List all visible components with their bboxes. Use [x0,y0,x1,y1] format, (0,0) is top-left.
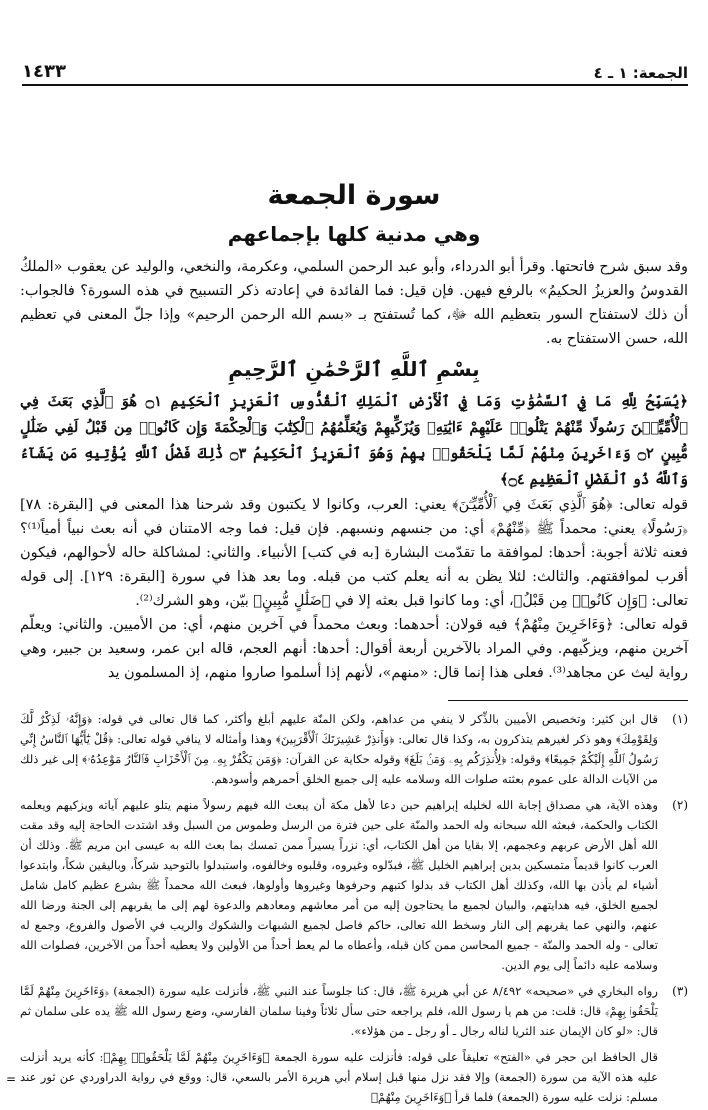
margin-mark: = [6,1072,17,1086]
surah-title: سورة الجمعة [267,180,441,211]
footnote-number: (١) [672,712,688,726]
basmala: بِسْمِ ٱللَّهِ ٱلرَّحْمَٰنِ ٱلرَّحِيمِ [228,357,480,381]
footnote-number: (٢) [672,798,688,812]
commentary-paragraph: قوله تعالى: ﴿وَءَاخَرِينَ مِنْهُمْ﴾ فيه قولان: أحدهما: وبعث محمداً في آخرين منهم، أي: من الأميين. والثاني: ويعلّم آخرين منهم، ويزكّيهم. وفي المراد بالآخرين أربعة أقوال: أحدها: أنهم العجم، قاله ابن عمر، وسعيد بن جبير، وهي رواية ليث عن مجاهد⁽³⁾. فعلى هذا إنما قال: «منهم»، لأنهم إذا أسلموا صاروا منهم، إذ المسلمون يد [20,617,688,681]
footnote-text: قال ابن كثير: وتخصيص الأميين بالذِّكر لا ينفي من عداهم، ولكن المنّة عليهم أبلغ وأكثر، كما قال تعالى في قوله: ﴿وَإِنَّهُۥ لَذِكْرٌ لَّكَ وَلِقَوْمِكَ﴾ وهو ذكر لغيرهم يتذكرون به، وكذا قال تعالى: ﴿وَأَنذِرْ عَشِيرَتَكَ ٱلْأَقْرَبِينَ﴾ وهذا وأمثاله لا ينافي قوله تعالى: ﴿قُلْ يَٰٓأَيُّهَا ٱلنَّاسُ إِنِّي رَسُولُ ٱللَّهِ إِلَيْكُمْ جَمِيعًا﴾ وقوله: ﴿لِأُنذِرَكُم بِهِۦ وَمَنۢ بَلَغَ﴾ وقوله حكاية عن القرآن: ﴿وَمَن يَكْفُرْ بِهِۦ مِنَ ٱلْأَحْزَابِ فَٱلنَّارُ مَوْعِدُهُۥ﴾ إلى غير ذلك من الآيات الدالة على عموم بعثته صلوات الله وسلامه عليه إلى جميع الخلق أحمرهم وأسودهم. [20,712,658,786]
footnote [20,709,688,789]
footnote [20,795,688,975]
footnote-continuation: قال الحافظ ابن حجر في «الفتح» تعليقاً على قوله: فأنزلت عليه سورة الجمعة ﴿وَءَاخَرِينَ مِنْهُمْ لَمَّا يَلْحَقُوا۟ بِهِمْ﴾: كأنه يريد أنزلت عليه هذه الآية من سورة (الجمعة) وإلا فقد نزل منها قبل إسلام أبي هريرة الأمر بالسعي، قال: ووقع في رواية الدراوردي عن ثور عند مسلم: نزلت عليه سورة (الجمعة) فلما قرأ ﴿وَءَاخَرِينَ مِنْهُمْ﴾ [20,1050,658,1104]
page-number: ١٤٣٣ [22,61,66,82]
running-title: الجمعة: ١ ـ ٤ [593,64,688,82]
footnote-text: رواه البخاري في «صحيحه» ٨/٤٩٢ عن أبي هريرة ﷺ، قال: كنا جلوساً عند النبي ﷺ، فأنزلت عليه سورة (الجمعة) ﴿وَءَاخَرِينَ مِنْهُمْ لَمَّا يَلْحَقُوا۟ بِهِمْ﴾ قال: قلت: من هم يا رسول الله، فلم يراجعه حتى سأل ثلاثاً وفينا سلمان الفارسي، وضع رسول الله ﷺ يده على سلمان ثم قال: «لو كان الإيمان عند الثريا لناله رجال ـ أو رجل ـ من هؤلاء». [20,984,658,1038]
footnote-number: (٣) [672,984,688,998]
footnote-text: وهذه الآية، هي مصداق إجابة الله لخليله إبراهيم حين دعا لأهل مكة أن يبعث الله فيهم رسولاً منهم يتلو عليهم آياته ويزكيهم ويعلمه الكتاب والحكمة، فبعثه الله سبحانه وله الحمد والمنّة على حين فترة من الرسل وطموس من السبل وقد اشتدت الحاجة إليه وقد مقت الله أهل الأرض عربهم وعجمهم، إلا بقايا من أهل الكتاب، أي: نزراً يسيراً ممن تمسك بما بعث الله به عيسى ابن مريم ﷺ. وذلك أن العرب كانوا قديماً متمسكين بدين إبراهيم الخليل ﷺ، فبدّلوه وغيروه، وقلبوه وخالفوه، واستبدلوا بالتوحيد شركاً، وباليقين شكاً، وابتدعوا أشياء لم يأذن بها الله، وكذلك أهل الكتاب قد بدلوا كتبهم وحرفوها وغيروها وأولوها، فبعث الله محمداً ﷺ بشرع عظيم كامل شامل لجميع الخلق، فيه هدايتهم، والبيان لجميع ما يحتاجون إليه من أمر معاشهم ومعادهم والدعوة لهم إلى ما يقربهم إلى الجنة ورضا الله عنهم، والنهي عما يقربهم إلى النار وسخط الله تعالى، حاكم فاصل لجميع الشبهات والشكوك والريب في الأصول والفروع، وجمع له تعالى - وله الحمد والمنّة - جميع المحاسن ممن كان قبله، وأعطاه ما لم يعط أحداً من الأولين ولا يعطيه أحداً من الآخرين، فصلوات الله وسلامه عليه دائماً إلى يوم الدين. [20,798,659,972]
quran-verses: ﴿يُسَبِّحُ لِلَّهِ مَا فِي ٱلسَّمَٰوَٰتِ وَمَا فِي ٱلْأَرْضِ ٱلْمَلِكِ ٱلْقُدُّوسِ ٱلْعَزِيزِ ٱلْحَكِيمِ ۝١ هُوَ ٱلَّذِي بَعَثَ فِي ٱلْأُمِّيِّـۧنَ رَسُولًا مِّنْهُمْ يَتْلُوا۟ عَلَيْهِمْ ءَايَٰتِهِۦ وَيُزَكِّيهِمْ وَيُعَلِّمُهُمُ ٱلْكِتَٰبَ وَٱلْحِكْمَةَ وَإِن كَانُوا۟ مِن قَبْلُ لَفِي ضَلَٰلٍ مُّبِينٍ ۝٢ وَءَاخَرِينَ مِنْهُمْ لَمَّا يَلْحَقُوا۟ بِهِمْ وَهُوَ ٱلْعَزِيزُ ٱلْحَكِيمُ ۝٣ ذَٰلِكَ فَضْلُ ٱللَّهِ يُؤْتِيهِ مَن يَشَآءُ وَٱللَّهُ ذُو ٱلْفَضْلِ ٱلْعَظِيمِ ۝٤﴾ [20,393,688,488]
footnote [20,981,688,1041]
page-header [22,60,688,86]
footnotes [20,700,688,1107]
main-text [20,255,688,685]
surah-subtitle: وهي مدنية كلها بإجماعهم [227,222,481,246]
commentary-paragraph: قوله تعالى: ﴿هُوَ ٱلَّذِي بَعَثَ فِي ٱلْأُمِّيِّـۧنَ﴾ يعني: العرب، وكانوا لا يكتبون وقد شرحنا هذا المعنى في [البقرة: ٧٨] ﴿رَسُولًا﴾ يعني: محمداً ﷺ ﴿مِّنْهُمْ﴾ أي: من جنسهم ونسبهم. فإن قيل: فما وجه الامتنان في أنه بعث نبياً أمياً⁽¹⁾؟ فعنه ثلاثة أجوبة: أحدها: لموافقة ما تقدّمت البشارة [به في كتب] الأنبياء. والثاني: لمشاكلة حاله لأحوالهم، فيكون أقرب لموافقتهم. والثالث: لئلا يظن به أنه يعلم كتب من قبله. وما بعد هذا في سورة [البقرة: ١٢٩]. إلى قوله تعالى: ﴿وَإِن كَانُوا۟ مِن قَبْلُ﴾، أي: وما كانوا قبل بعثه إلا في ﴿ضَلَٰلٍ مُّبِينٍ﴾ بيّن، وهو الشرك⁽²⁾. [20,497,688,609]
intro-paragraph: وقد سبق شرح فاتحتها. وقرأ أبو الدرداء، وأبو عبد الرحمن السلمي، وعكرمة، والنخعي، والوليد عن يعقوب «الملكُ القدوسُ والعزيزُ الحكيمُ» بالرفع فيهن. فإن قيل: فما الفائدة في إعادته ذكر التسبيح في هذه السورة؟ فالجواب: أن ذلك لاستفتاح السور بتعظيم الله ﷻ، كما تُستفتح بـ «بسم الله الرحمن الرحيم» وإذا جلّ المعنى في تعظيم الله، حسن الاستفتاح به. [20,259,688,347]
footnote-divider [448,700,688,701]
